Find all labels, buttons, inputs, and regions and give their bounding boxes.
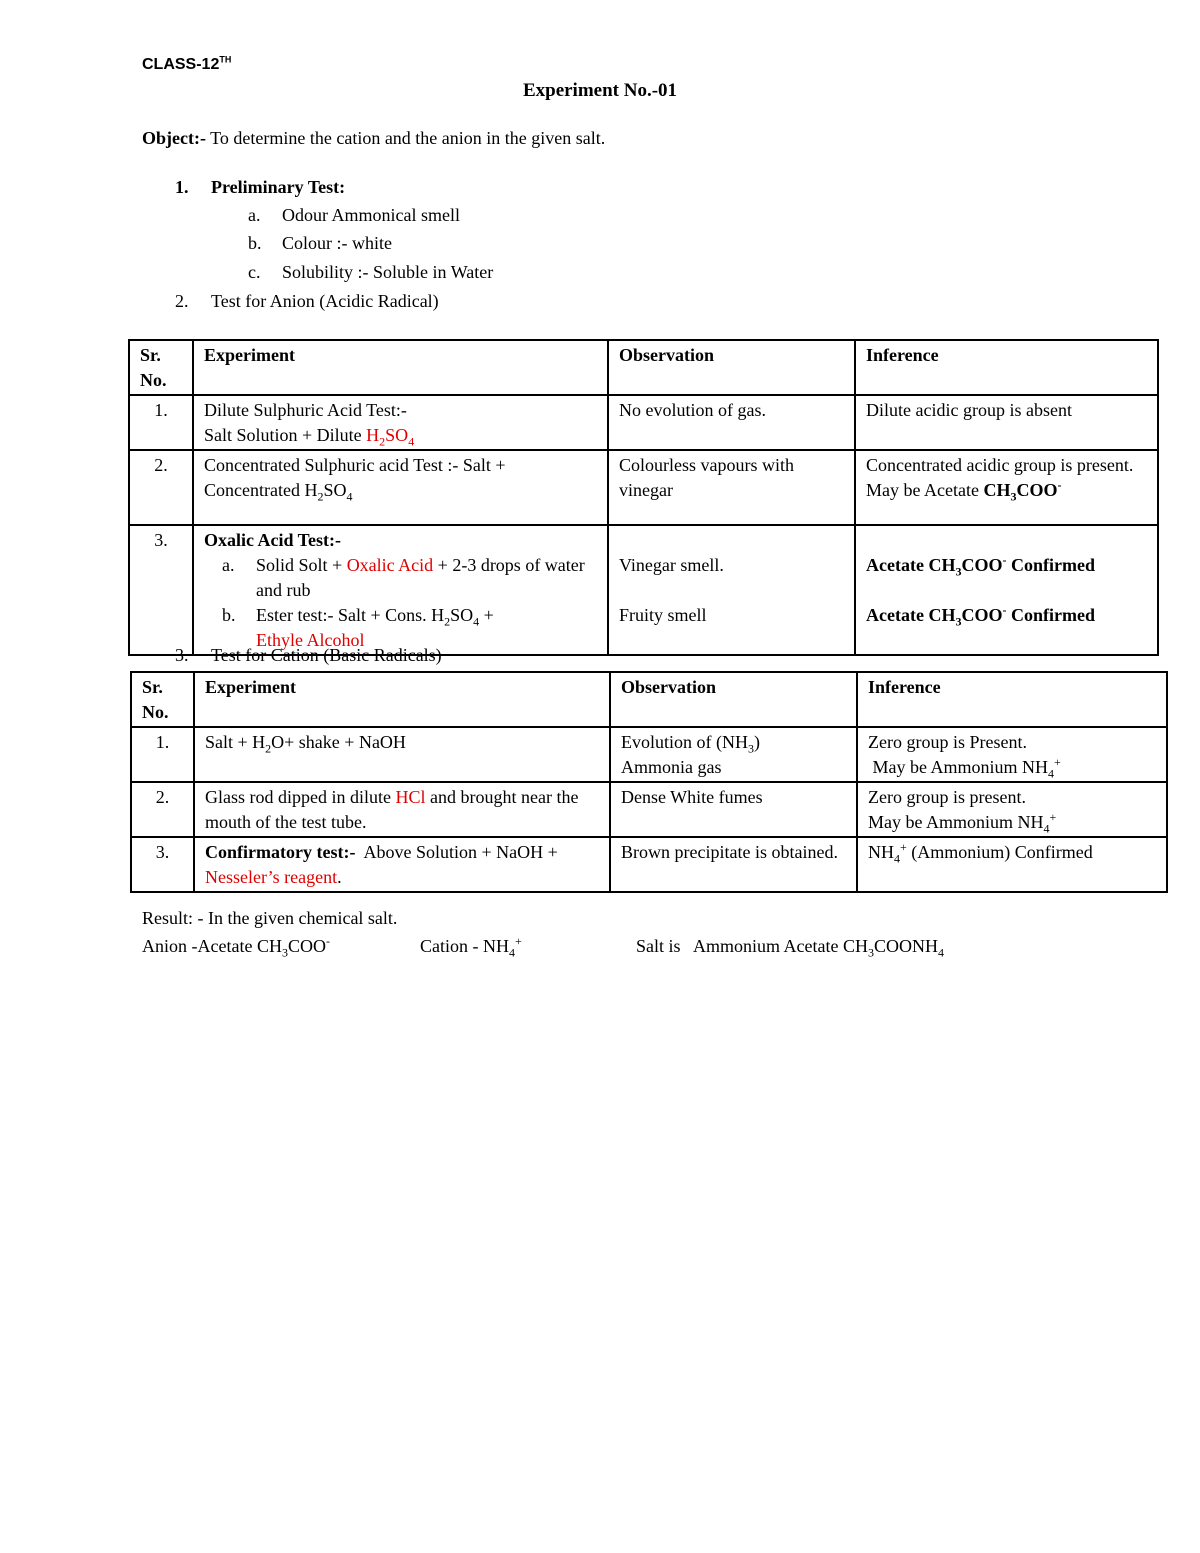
result-heading: Result: - In the given chemical salt. <box>142 908 398 928</box>
table-row <box>129 395 1158 450</box>
observation-cell: Colourless vapours with vinegar <box>608 450 855 525</box>
object-label: Object:- <box>142 128 206 148</box>
observation-text: Evolution of $(NH_3)$ <box>621 732 760 756</box>
preliminary-marker-b: b. <box>248 233 262 253</box>
table-row <box>129 450 1158 525</box>
inference-cell: $NH_4^+$ (Ammonium) Confirmed <box>857 837 1167 892</box>
preliminary-item-colour: Colour :- white <box>282 233 392 253</box>
class-label: CLASS-12TH <box>142 54 232 73</box>
inference-text: May be Ammonium $NH_4^+$ <box>868 755 1061 781</box>
inference-text: Acetate $CH_3COO^-$ Confirmed <box>866 553 1095 579</box>
list-item: b. Ester test:- Salt + Cons. $H_2SO_4$ + Ethyle Alcohol <box>222 605 494 650</box>
sr-no: 2. <box>131 782 194 837</box>
experiment-cell <box>193 450 608 525</box>
experiment-cell: Confirmatory test:- Above Solution + NaOH + Nesseler’s reagent. <box>194 837 610 892</box>
header-observation: Observation <box>608 340 855 395</box>
table-row <box>129 525 1158 655</box>
table-row <box>131 837 1167 892</box>
header-inference: Inference <box>855 340 1158 395</box>
list-item: a. Solid Solt + Oxalic Acid + 2-3 drops of water and rub <box>222 555 585 600</box>
inference-text: May be Ammonium $NH_4^+$ <box>868 810 1057 836</box>
reagent-name: Oxalic Acid <box>346 555 434 575</box>
observation-cell: Brown precipitate is obtained. <box>610 837 857 892</box>
preliminary-item-odour: Odour Ammonical smell <box>282 205 460 225</box>
result-cation: Cation - $NH_4^+$ <box>420 934 522 960</box>
observation-text: Ammonia gas <box>621 757 722 777</box>
section2-heading: Test for Anion (Acidic Radical) <box>211 291 439 311</box>
experiment-cell: Salt + $H_2O+$ shake + NaOH <box>194 727 610 782</box>
observation-cell: No evolution of gas. <box>608 395 855 450</box>
page-title: Experiment No.-01 <box>522 80 678 101</box>
result-salt: Salt is Ammonium Acetate $CH_3COONH_4$ <box>636 936 945 960</box>
observation-text: Fruity smell <box>619 605 707 625</box>
inference-cell <box>855 450 1158 525</box>
sr-no: 3. <box>131 837 194 892</box>
experiment-text: Salt Solution + Dilute $H_2SO_4$ <box>204 425 415 449</box>
inference-text: Acetate $CH_3COO^-$ Confirmed <box>866 603 1095 629</box>
cation-table <box>130 671 1168 893</box>
reagent-name: Ethyle Alcohol <box>256 630 365 650</box>
sr-no: 1. <box>129 395 193 450</box>
experiment-heading: Oxalic Acid Test:- <box>204 530 342 550</box>
sr-no: 3. <box>129 525 193 655</box>
observation-cell <box>610 727 857 782</box>
inference-cell: Dilute acidic group is absent <box>855 395 1158 450</box>
experiment-cell <box>193 525 608 655</box>
header-inference: Inference <box>857 672 1167 727</box>
header-sr-no: Sr. No. <box>129 340 193 395</box>
experiment-cell: Glass rod dipped in dilute HCl and brought near the mouth of the test tube. <box>194 782 610 837</box>
reagent-name: Nesseler’s reagent <box>205 867 338 887</box>
preliminary-item-solubility: Solubility :- Soluble in Water <box>282 262 494 282</box>
object-text: To determine the cation and the anion in the given salt. <box>205 128 606 148</box>
header-observation: Observation <box>610 672 857 727</box>
observation-cell: Dense White fumes <box>610 782 857 837</box>
experiment-text: Concentrated $H_2SO_4$ <box>204 480 353 504</box>
header-experiment: Experiment <box>193 340 608 395</box>
experiment-cell <box>193 395 608 450</box>
section1-number: 1. <box>175 177 189 197</box>
anion-table-header-row <box>129 340 1158 395</box>
header-sr-no: Sr. No. <box>131 672 194 727</box>
observation-cell <box>608 525 855 655</box>
section3-number: 3. <box>175 645 189 665</box>
header-experiment: Experiment <box>194 672 610 727</box>
experiment-text: Dilute Sulphuric Acid Test:- <box>204 400 407 420</box>
preliminary-marker-c: c. <box>248 262 261 282</box>
cation-table-header-row <box>131 672 1167 727</box>
section1-heading: Preliminary Test: <box>211 177 346 197</box>
anion-table <box>128 339 1159 656</box>
object-line <box>142 128 605 149</box>
section2-number: 2. <box>175 291 189 311</box>
inference-text: Zero group is Present. <box>868 732 1027 752</box>
observation-text: Vinegar smell. <box>619 555 724 575</box>
inference-text: May be Acetate $CH_3COO^-$ <box>866 478 1062 504</box>
sr-no: 2. <box>129 450 193 525</box>
inference-cell <box>857 727 1167 782</box>
table-row <box>131 782 1167 837</box>
inference-cell <box>857 782 1167 837</box>
preliminary-marker-a: a. <box>248 205 261 225</box>
inference-text: Concentrated acidic group is present. <box>866 455 1134 475</box>
inference-cell <box>855 525 1158 655</box>
reagent-name: HCl <box>395 787 426 807</box>
inference-text: Zero group is present. <box>868 787 1026 807</box>
result-anion: Anion -Acetate $CH_3COO^-$ <box>142 934 330 960</box>
sr-no: 1. <box>131 727 194 782</box>
section3-heading: Test for Cation (Basic Radicals) <box>211 645 442 665</box>
experiment-text: Concentrated Sulphuric acid Test :- Salt + <box>204 455 506 475</box>
table-row <box>131 727 1167 782</box>
reagent-formula: $H_2SO_4$ <box>366 425 415 449</box>
